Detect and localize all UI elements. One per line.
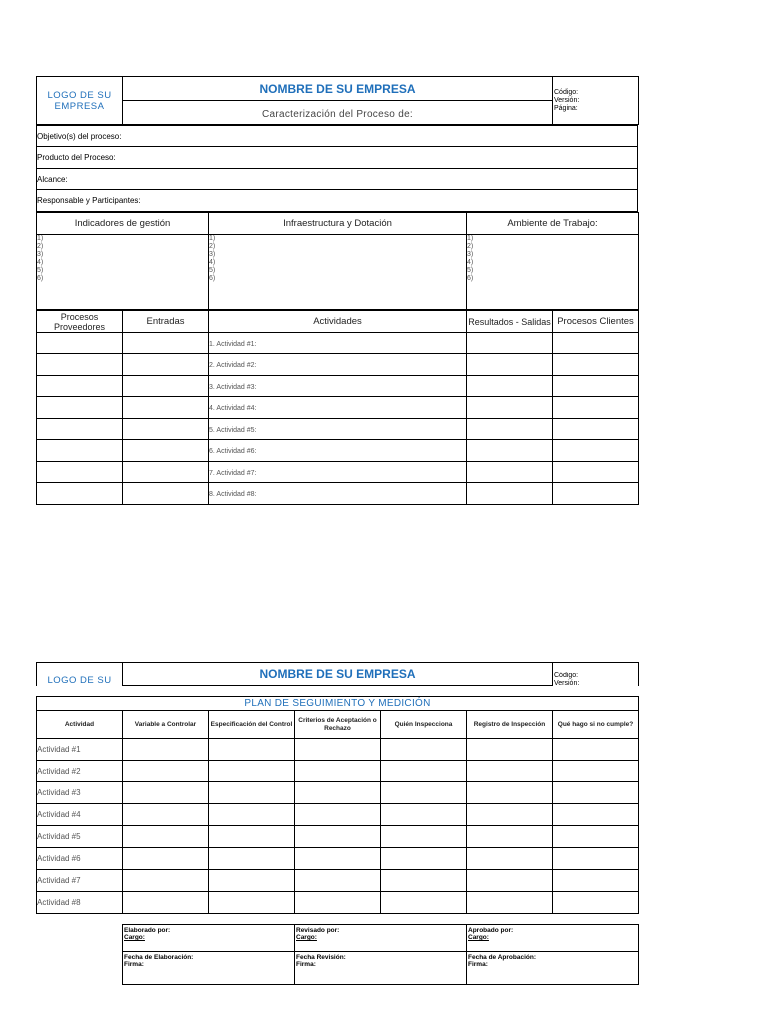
fecha-aprobacion-cell[interactable]: [467, 952, 639, 985]
process-activities-table: [36, 310, 639, 505]
indicadores-list[interactable]: [37, 235, 209, 310]
firma-label: Firma:: [468, 961, 488, 968]
cargo-label: Cargo:: [468, 934, 489, 941]
firma-label: Firma:: [124, 961, 144, 968]
activity-label: 7. Actividad #7:: [209, 470, 257, 477]
elaborado-cell[interactable]: [123, 925, 295, 952]
infraestructura-list[interactable]: [209, 235, 467, 310]
responsable-field[interactable]: [37, 190, 638, 212]
ambiente-header: Ambiente de Trabajo:: [467, 213, 639, 235]
list-item: 4): [467, 259, 474, 266]
col-header: Especificación del Control: [209, 711, 295, 739]
form-subtitle: Caracterización del Proceso de:: [261, 108, 414, 120]
infraestructura-header: Infraestructura y Dotación: [209, 213, 467, 235]
firma-label: Firma:: [296, 961, 316, 968]
table-row: [37, 483, 639, 505]
logo-text: LOGO DE SU: [47, 674, 112, 686]
list-item: 5): [37, 267, 44, 274]
form-header-table: [36, 76, 639, 125]
list-item: 3): [209, 251, 216, 258]
producto-label: Producto del Proceso:: [37, 153, 116, 162]
table-row: [37, 397, 639, 419]
company-name-cell: [123, 663, 553, 686]
pagina-label: Página:: [554, 104, 578, 112]
fecha-elaboracion-cell[interactable]: [123, 952, 295, 985]
list-item: 6): [467, 275, 474, 282]
aprobado-label: Aprobado por:: [468, 927, 514, 934]
list-item: 2): [467, 243, 474, 250]
version-label: Versión:: [554, 96, 580, 104]
table-row: [37, 782, 639, 804]
list-item: 5): [209, 267, 216, 274]
indicadores-header: Indicadores de gestión: [37, 213, 209, 235]
alcance-field[interactable]: [37, 169, 638, 190]
table-row: [37, 804, 639, 826]
activity-label: 1. Actividad #1:: [209, 341, 257, 348]
producto-field[interactable]: [37, 147, 638, 169]
table-row: [37, 739, 639, 761]
objetivo-field[interactable]: [37, 126, 638, 147]
table-row: [37, 354, 639, 376]
col-header: Procesos Proveedores: [37, 311, 123, 333]
activity-label: Actividad #7: [37, 876, 81, 885]
list-item: 4): [209, 259, 216, 266]
col-header: Criterios de Aceptación o Rechazo: [295, 711, 381, 739]
col-header: Qué hago si no cumple?: [553, 711, 639, 739]
list-item: 5): [467, 267, 474, 274]
list-item: 1): [467, 235, 474, 242]
col-header: Resultados - Salidas: [467, 311, 553, 333]
company-name: NOMBRE DE SU EMPRESA: [259, 667, 416, 681]
list-item: 2): [37, 243, 44, 250]
signature-table: [122, 924, 639, 985]
list-item: 1): [209, 235, 216, 242]
col-header: Variable a Controlar: [123, 711, 209, 739]
company-name-cell: [123, 77, 553, 101]
cargo-label: Cargo:: [124, 934, 145, 941]
process-characterization-form: [36, 76, 638, 505]
monitoring-plan-form: [36, 662, 638, 914]
revisado-cell[interactable]: [295, 925, 467, 952]
col-header: Entradas: [123, 311, 209, 333]
subtitle-cell: [123, 101, 553, 125]
list-item: 1): [37, 235, 44, 242]
table-row: [37, 826, 639, 848]
document-control-cell: [553, 663, 639, 686]
col-header: Procesos Clientes: [553, 311, 639, 333]
table-row: [37, 462, 639, 483]
col-header: Registro de Inspección: [467, 711, 553, 739]
plan-title: PLAN DE SEGUIMIENTO Y MEDICIÓN: [37, 697, 639, 711]
alcance-label: Alcance:: [37, 175, 68, 184]
codigo-label: Código:: [554, 88, 579, 96]
cargo-label: Cargo:: [296, 934, 317, 941]
col-header: Actividades: [209, 311, 467, 333]
responsable-label: Responsable y Participantes:: [37, 196, 141, 205]
activity-label: Actividad #6: [37, 854, 81, 863]
form-header-table-2: [36, 662, 639, 686]
version-label: Versión:: [554, 679, 580, 686]
fecha-revision-label: Fecha Revisión:: [296, 954, 346, 961]
list-item: 4): [37, 259, 44, 266]
fecha-aprobacion-label: Fecha de Aprobación:: [468, 954, 537, 961]
activity-label: 2. Actividad #2:: [209, 362, 257, 369]
table-row: [37, 376, 639, 397]
fecha-revision-cell[interactable]: [295, 952, 467, 985]
list-item: 3): [467, 251, 474, 258]
elaborado-label: Elaborado por:: [124, 927, 171, 934]
list-item: 6): [209, 275, 216, 282]
logo-placeholder: [37, 663, 123, 686]
list-item: 2): [209, 243, 216, 250]
table-row: [37, 440, 639, 462]
activity-label: Actividad #1: [37, 745, 81, 754]
activity-label: Actividad #4: [37, 810, 81, 819]
fecha-elaboracion-label: Fecha de Elaboración:: [124, 954, 194, 961]
table-row: [37, 870, 639, 892]
activity-label: Actividad #2: [37, 767, 81, 776]
col-header: Quién Inspecciona: [381, 711, 467, 739]
table-row: [37, 848, 639, 870]
plan-table: [36, 696, 639, 914]
company-name: NOMBRE DE SU EMPRESA: [259, 81, 416, 96]
table-row: [37, 761, 639, 782]
resources-table: [36, 212, 639, 310]
col-header: Actividad: [37, 711, 123, 739]
objetivo-label: Objetivo(s) del proceso:: [37, 132, 122, 141]
list-item: 3): [37, 251, 44, 258]
codigo-label: Código:: [554, 671, 579, 679]
activity-label: 6. Actividad #6:: [209, 448, 257, 455]
activity-label: Actividad #8: [37, 898, 81, 907]
revisado-label: Revisado por:: [296, 927, 340, 934]
logo-text: LOGO DE SU EMPRESA: [47, 89, 112, 112]
activity-label: 5. Actividad #5:: [209, 427, 257, 434]
activity-label: 4. Actividad #4:: [209, 405, 257, 412]
activity-label: Actividad #3: [37, 788, 81, 797]
activity-label: Actividad #5: [37, 832, 81, 841]
table-row: [37, 892, 639, 914]
table-row: [37, 333, 639, 354]
table-row: [37, 419, 639, 440]
signature-block: [122, 924, 638, 985]
ambiente-list[interactable]: [467, 235, 639, 310]
activity-label: 3. Actividad #3:: [209, 384, 257, 391]
aprobado-cell[interactable]: [467, 925, 639, 952]
activity-label: 8. Actividad #8:: [209, 491, 257, 498]
process-fields-table: [36, 125, 638, 212]
list-item: 6): [37, 275, 44, 282]
document-control-cell: [553, 77, 639, 125]
logo-placeholder: [37, 77, 123, 125]
